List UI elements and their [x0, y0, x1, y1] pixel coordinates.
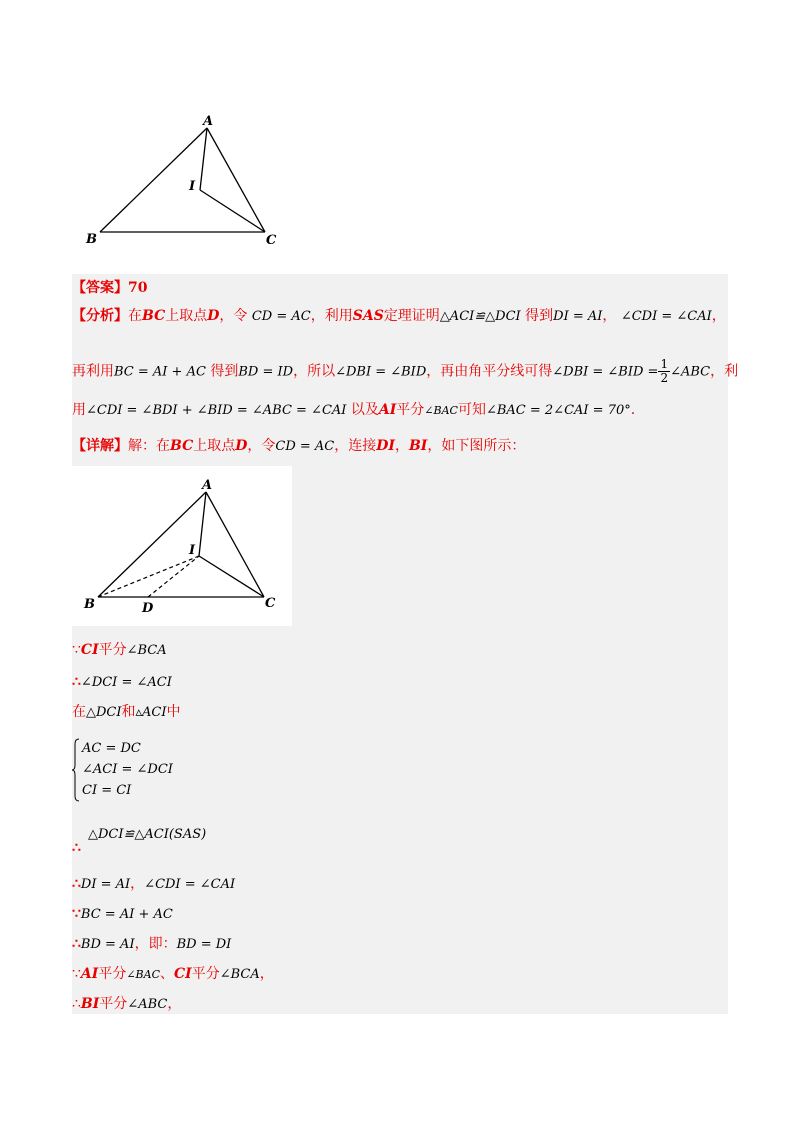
text: D	[207, 308, 220, 324]
math: CD = AC	[251, 309, 311, 324]
because-symbol: ∵	[72, 906, 81, 922]
text: 、	[160, 966, 175, 982]
math: ∠BAC = 2∠CAI = 70°	[485, 403, 631, 418]
text: D	[235, 438, 248, 454]
text: 平分	[98, 642, 127, 658]
text: 以及	[350, 402, 379, 418]
text: 平分	[396, 402, 425, 418]
therefore-symbol: ∴	[72, 840, 81, 856]
math: ▵ACI	[135, 705, 167, 720]
label-A: A	[203, 114, 214, 129]
text: 平分	[99, 996, 128, 1012]
math: BC = AI + AC	[80, 907, 173, 922]
text: 在	[128, 308, 142, 324]
step-8	[72, 964, 274, 985]
system-row: CI = CI	[82, 783, 132, 798]
analysis-line-3	[72, 400, 635, 421]
text: 和	[121, 704, 136, 720]
system-row: AC = DC	[82, 741, 141, 756]
text: ，	[259, 966, 274, 982]
label-A: A	[202, 478, 213, 493]
step-6	[72, 904, 173, 925]
math: ∠DBI = ∠BID	[335, 364, 427, 380]
step-3	[72, 702, 181, 723]
math: △DCI≌△ACI(SAS)	[88, 827, 207, 842]
text: ，利	[710, 363, 739, 380]
step-2	[72, 672, 172, 693]
label-C: C	[266, 233, 277, 248]
text: 再利用	[72, 363, 114, 380]
label-I: I	[189, 543, 196, 558]
text: 定理证明	[383, 308, 440, 324]
label-I: I	[189, 179, 196, 194]
math: ∠CDI = ∠CAI	[144, 877, 236, 892]
text: 可知	[457, 402, 486, 418]
therefore-symbol: ∴	[72, 996, 81, 1012]
answer-tag: 【答案】	[72, 280, 128, 296]
text: ，再由角平分线可得	[426, 363, 553, 380]
solution-panel	[72, 274, 728, 1014]
therefore-symbol: ∴	[72, 936, 81, 952]
text: 上取点	[165, 308, 208, 324]
congruence-system	[72, 738, 173, 801]
label-B: B	[84, 597, 95, 612]
math: ∠ABC	[670, 364, 711, 380]
label-D: D	[142, 601, 154, 616]
math: ∠ABC	[127, 997, 168, 1012]
text: 平分	[191, 966, 220, 982]
detail-tag: 【详解】	[72, 438, 128, 454]
math: ∠BAC	[126, 968, 161, 981]
text: ，如下图所示：	[427, 438, 526, 454]
math: △DCI	[86, 705, 122, 720]
math: ∠DCI = ∠ACI	[80, 675, 172, 690]
text: ，	[130, 876, 145, 892]
math: ∠BCA	[126, 643, 167, 658]
figure-triangle-1	[80, 110, 290, 250]
text: ，	[602, 308, 617, 324]
math: BD = DI	[176, 937, 232, 952]
system-row: ∠ACI = ∠DCI	[82, 762, 173, 777]
analysis-tag: 【分析】	[72, 308, 128, 324]
text: ，	[167, 996, 182, 1012]
text: BI	[408, 438, 428, 454]
text: 平分	[98, 966, 127, 982]
because-symbol: ∵	[72, 642, 81, 658]
text: BC	[142, 308, 166, 324]
label-C: C	[265, 596, 276, 611]
text: ，连接	[334, 438, 377, 454]
math: DI = AI	[553, 309, 603, 324]
because-symbol: ∵	[72, 966, 81, 982]
text: DI	[376, 438, 395, 454]
frac-num: 1	[660, 357, 669, 371]
text: .	[630, 402, 636, 418]
text: 在	[72, 704, 86, 720]
step-5	[72, 874, 235, 895]
fraction-half	[658, 358, 670, 385]
detail-line	[72, 436, 525, 457]
frac-den: 2	[660, 371, 669, 385]
math: △ACI≌△DCI	[439, 309, 521, 324]
text: BC	[170, 438, 194, 454]
text: ，即：	[134, 936, 177, 952]
figure-triangle-2	[72, 466, 292, 626]
answer-value: 70	[128, 280, 148, 296]
text: 中	[166, 704, 181, 720]
math: BD = ID	[238, 364, 294, 380]
math: ∠DBI = ∠BID =	[552, 364, 659, 380]
step-4-symbol	[72, 838, 81, 858]
math: DI = AI	[80, 877, 131, 892]
text: 上取点	[193, 438, 236, 454]
math: BD = AI	[80, 937, 135, 952]
text: 得到	[525, 308, 554, 324]
answer-line	[72, 278, 147, 298]
text: 用	[72, 402, 86, 418]
math: ∠CDI = ∠BDI + ∠BID = ∠ABC = ∠CAI	[86, 403, 347, 418]
text: ，	[711, 308, 726, 324]
text: BI	[80, 996, 100, 1012]
text: CI	[174, 966, 192, 982]
step-4	[72, 824, 206, 845]
step-7	[72, 934, 231, 955]
step-1	[72, 640, 167, 661]
math: ∠BCA	[219, 967, 260, 982]
text: AI	[80, 966, 99, 982]
label-B: B	[86, 232, 97, 247]
text: SAS	[352, 308, 384, 324]
text: ，所以	[293, 363, 336, 380]
text: 得到	[210, 363, 239, 380]
analysis-line-2	[72, 358, 738, 385]
text: ，	[394, 438, 409, 454]
step-9	[72, 994, 181, 1015]
analysis-line-1	[72, 306, 726, 327]
math: BC = AI + AC	[114, 364, 206, 380]
math: CD = AC	[275, 439, 335, 454]
text: AI	[378, 402, 397, 418]
text: ，利用	[310, 308, 353, 324]
math: ∠CDI = ∠CAI	[620, 309, 712, 324]
text: ，令	[219, 308, 248, 324]
therefore-symbol: ∴	[72, 876, 81, 892]
text: CI	[80, 642, 99, 658]
therefore-symbol: ∴	[72, 674, 81, 690]
math: ∠BAC	[424, 404, 458, 417]
text: ，令	[247, 438, 276, 454]
text: 解：在	[128, 438, 170, 454]
